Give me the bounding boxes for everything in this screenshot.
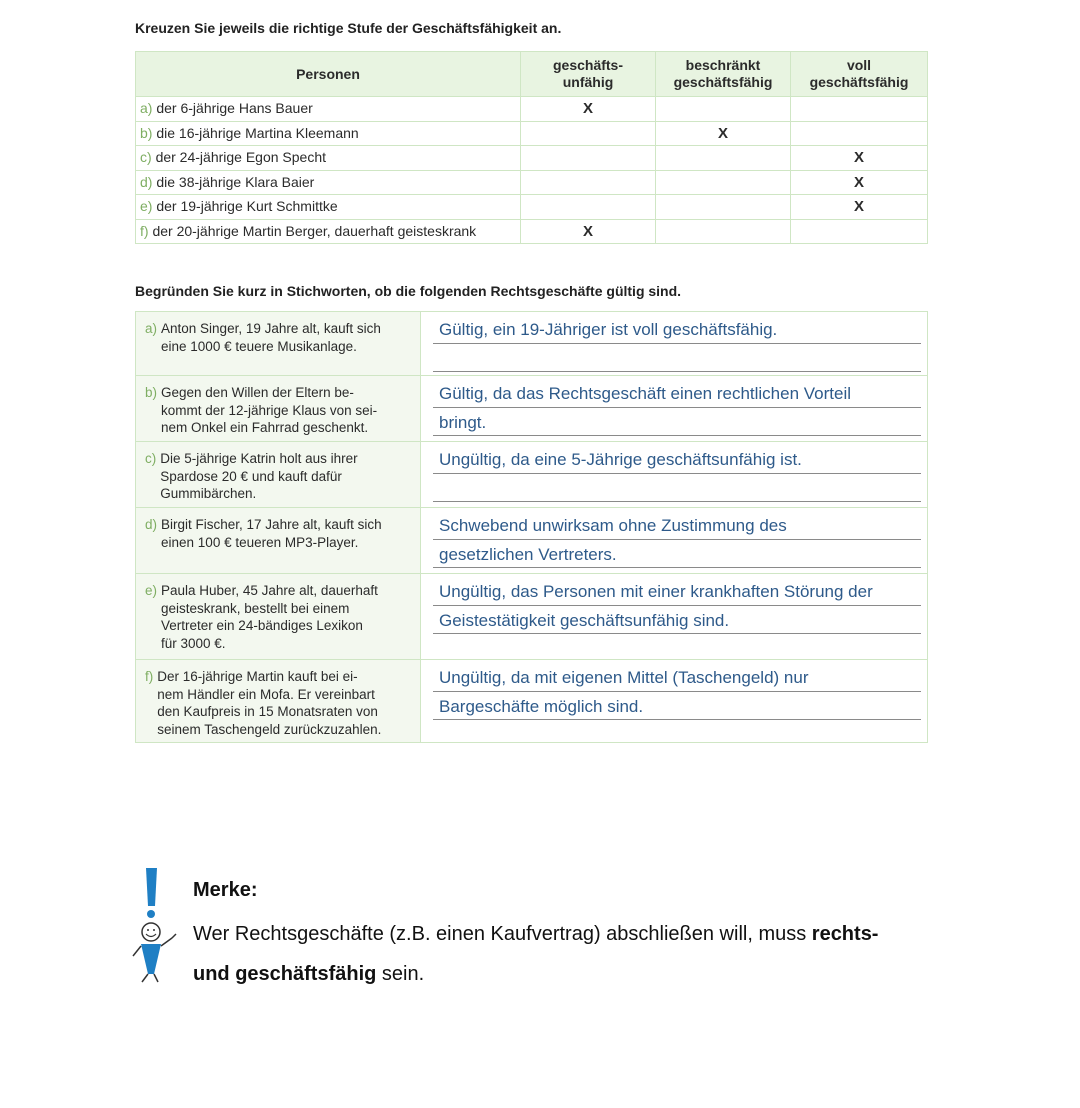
mark-cell[interactable] xyxy=(521,195,656,220)
merke-text-part1: Wer Rechtsgeschäfte (z.B. einen Kaufvertrag) abschließen will, muss xyxy=(193,923,812,945)
question-line: eine 1000 € teuere Musikanlage. xyxy=(161,338,357,354)
table-row xyxy=(136,121,928,146)
person-name: der 19-jährige Kurt Schmittke xyxy=(156,198,338,215)
table-row xyxy=(136,219,928,244)
mark-cell[interactable] xyxy=(656,146,791,171)
row-letter: a) xyxy=(145,321,158,336)
question-line: geisteskrank, bestellt bei einem xyxy=(161,600,350,616)
merke-text-bold1: rechts- xyxy=(811,923,879,945)
header-beschraenkt-line2: geschäftsfähig xyxy=(673,74,773,90)
answer-cell[interactable] xyxy=(421,312,928,376)
table-row xyxy=(136,195,928,220)
person-name: der 20-jährige Martin Berger, dauerhaft geisteskrank xyxy=(152,222,477,239)
row-letter: d) xyxy=(145,517,158,532)
answer-line[interactable]: Ungültig, das Personen mit einer krankhaften Störung der xyxy=(433,574,921,606)
answer-line[interactable]: Geistestätigkeit geschäftsunfähig sind. xyxy=(433,606,921,634)
question-line: seinem Taschengeld zurückzuzahlen. xyxy=(157,721,382,737)
instruction-heading-1: Kreuzen Sie jeweils die richtige Stufe der Geschäftsfähigkeit an. xyxy=(135,20,562,36)
person-name: die 16-jährige Martina Kleemann xyxy=(156,124,359,141)
answer-line[interactable]: Gültig, da das Rechtsgeschäft einen rechtlichen Vorteil xyxy=(433,376,921,408)
table-row xyxy=(136,146,928,171)
question-cell xyxy=(136,574,421,660)
header-voll-line1: voll xyxy=(846,57,872,73)
mark-cell[interactable]: X xyxy=(791,146,928,171)
person-name: die 38-jährige Klara Baier xyxy=(156,173,315,190)
answer-cell[interactable] xyxy=(421,574,928,660)
answer-cell[interactable] xyxy=(421,508,928,574)
answer-cell[interactable] xyxy=(421,660,928,743)
mark-cell[interactable] xyxy=(656,195,791,220)
mark-cell[interactable] xyxy=(791,219,928,244)
merke-text-bold2: und geschäftsfähig xyxy=(193,963,377,985)
mark-cell[interactable] xyxy=(656,97,791,122)
mark-cell[interactable]: X xyxy=(521,97,656,122)
mark-cell[interactable]: X xyxy=(521,219,656,244)
table-row xyxy=(136,660,928,743)
answer-cell[interactable] xyxy=(421,442,928,508)
header-unfaehig-line2: unfähig xyxy=(562,74,614,90)
merke-text-part2: sein. xyxy=(376,963,425,985)
answer-line[interactable]: Ungültig, da eine 5-Jährige geschäftsunfähig ist. xyxy=(433,442,921,474)
capacity-table xyxy=(135,51,928,244)
person-cell xyxy=(136,146,521,171)
question-line: Der 16-jährige Martin kauft bei ei- xyxy=(157,669,358,684)
header-beschraenkt-line1: beschränkt xyxy=(685,57,761,73)
question-cell xyxy=(136,660,421,743)
answer-cell[interactable] xyxy=(421,376,928,442)
merke-title: Merke: xyxy=(193,879,258,901)
question-line: Spardose 20 € und kauft dafür xyxy=(160,468,342,484)
mark-cell[interactable] xyxy=(656,170,791,195)
answer-line[interactable]: Gültig, ein 19-Jähriger ist voll geschäftsfähig. xyxy=(433,312,921,344)
table-row xyxy=(136,170,928,195)
mark-cell[interactable] xyxy=(791,121,928,146)
person-name: der 6-jährige Hans Bauer xyxy=(156,100,313,117)
answer-line[interactable]: bringt. xyxy=(433,408,921,436)
answer-line[interactable]: Schwebend unwirksam ohne Zustimmung des xyxy=(433,508,921,540)
row-letter: d) xyxy=(140,173,153,190)
row-letter: e) xyxy=(145,583,158,598)
mark-cell[interactable] xyxy=(791,97,928,122)
header-voll-line2: geschäftsfähig xyxy=(809,74,909,90)
instruction-heading-2: Begründen Sie kurz in Stichworten, ob die folgenden Rechtsgeschäfte gültig sind. xyxy=(135,283,682,299)
person-cell xyxy=(136,195,521,220)
mark-cell[interactable]: X xyxy=(791,170,928,195)
mark-cell[interactable] xyxy=(656,219,791,244)
mark-cell[interactable]: X xyxy=(791,195,928,220)
header-voll xyxy=(791,52,928,97)
person-cell xyxy=(136,97,521,122)
question-line: Birgit Fischer, 17 Jahre alt, kauft sich xyxy=(161,517,382,532)
question-cell xyxy=(136,508,421,574)
table-row xyxy=(136,574,928,660)
header-persons: Personen xyxy=(136,52,521,97)
row-letter: f) xyxy=(145,669,154,684)
mark-cell[interactable] xyxy=(521,170,656,195)
row-letter: f) xyxy=(140,222,149,239)
question-cell xyxy=(136,376,421,442)
row-letter: e) xyxy=(140,198,153,215)
row-letter: b) xyxy=(145,385,158,400)
answer-line[interactable] xyxy=(433,344,921,372)
person-cell xyxy=(136,219,521,244)
capacity-table-header xyxy=(136,52,928,97)
table-row xyxy=(136,442,928,508)
question-line: Gegen den Willen der Eltern be- xyxy=(161,385,354,400)
question-line: kommt der 12-jährige Klaus von sei- xyxy=(161,402,378,418)
legal-transactions-table xyxy=(135,311,928,743)
question-line: nem Onkel ein Fahrrad geschenkt. xyxy=(161,420,369,435)
answer-line[interactable] xyxy=(433,474,921,502)
row-letter: b) xyxy=(140,124,153,141)
answer-line[interactable]: gesetzlichen Vertreters. xyxy=(433,540,921,568)
question-line: Anton Singer, 19 Jahre alt, kauft sich xyxy=(161,321,381,336)
question-line: nem Händler ein Mofa. Er vereinbart xyxy=(157,686,375,702)
mark-cell[interactable]: X xyxy=(656,121,791,146)
exclamation-figure-icon xyxy=(130,866,184,986)
answer-line[interactable]: Bargeschäfte möglich sind. xyxy=(433,692,921,720)
row-letter: c) xyxy=(145,451,157,466)
person-cell xyxy=(136,170,521,195)
question-cell xyxy=(136,312,421,376)
table-row xyxy=(136,97,928,122)
header-unfaehig-line1: geschäfts- xyxy=(552,57,624,73)
row-letter: a) xyxy=(140,100,153,117)
header-beschraenkt xyxy=(656,52,791,97)
merke-text xyxy=(193,914,973,994)
table-row xyxy=(136,312,928,376)
question-line: Paula Huber, 45 Jahre alt, dauerhaft xyxy=(161,583,378,598)
table-row xyxy=(136,508,928,574)
table-row xyxy=(136,376,928,442)
mark-cell[interactable] xyxy=(521,146,656,171)
question-cell xyxy=(136,442,421,508)
mark-cell[interactable] xyxy=(521,121,656,146)
header-unfaehig xyxy=(521,52,656,97)
question-line: für 3000 €. xyxy=(161,635,226,651)
question-line: Die 5-jährige Katrin holt aus ihrer xyxy=(160,451,358,466)
question-line: einen 100 € teueren MP3-Player. xyxy=(161,534,359,550)
answer-line[interactable]: Ungültig, da mit eigenen Mittel (Taschengeld) nur xyxy=(433,660,921,692)
person-cell xyxy=(136,121,521,146)
question-line: Gummibärchen. xyxy=(160,486,257,501)
person-name: der 24-jährige Egon Specht xyxy=(155,149,327,166)
row-letter: c) xyxy=(140,149,152,166)
question-line: den Kaufpreis in 15 Monatsraten von xyxy=(157,704,378,719)
question-line: Vertreter ein 24-bändiges Lexikon xyxy=(161,618,363,633)
